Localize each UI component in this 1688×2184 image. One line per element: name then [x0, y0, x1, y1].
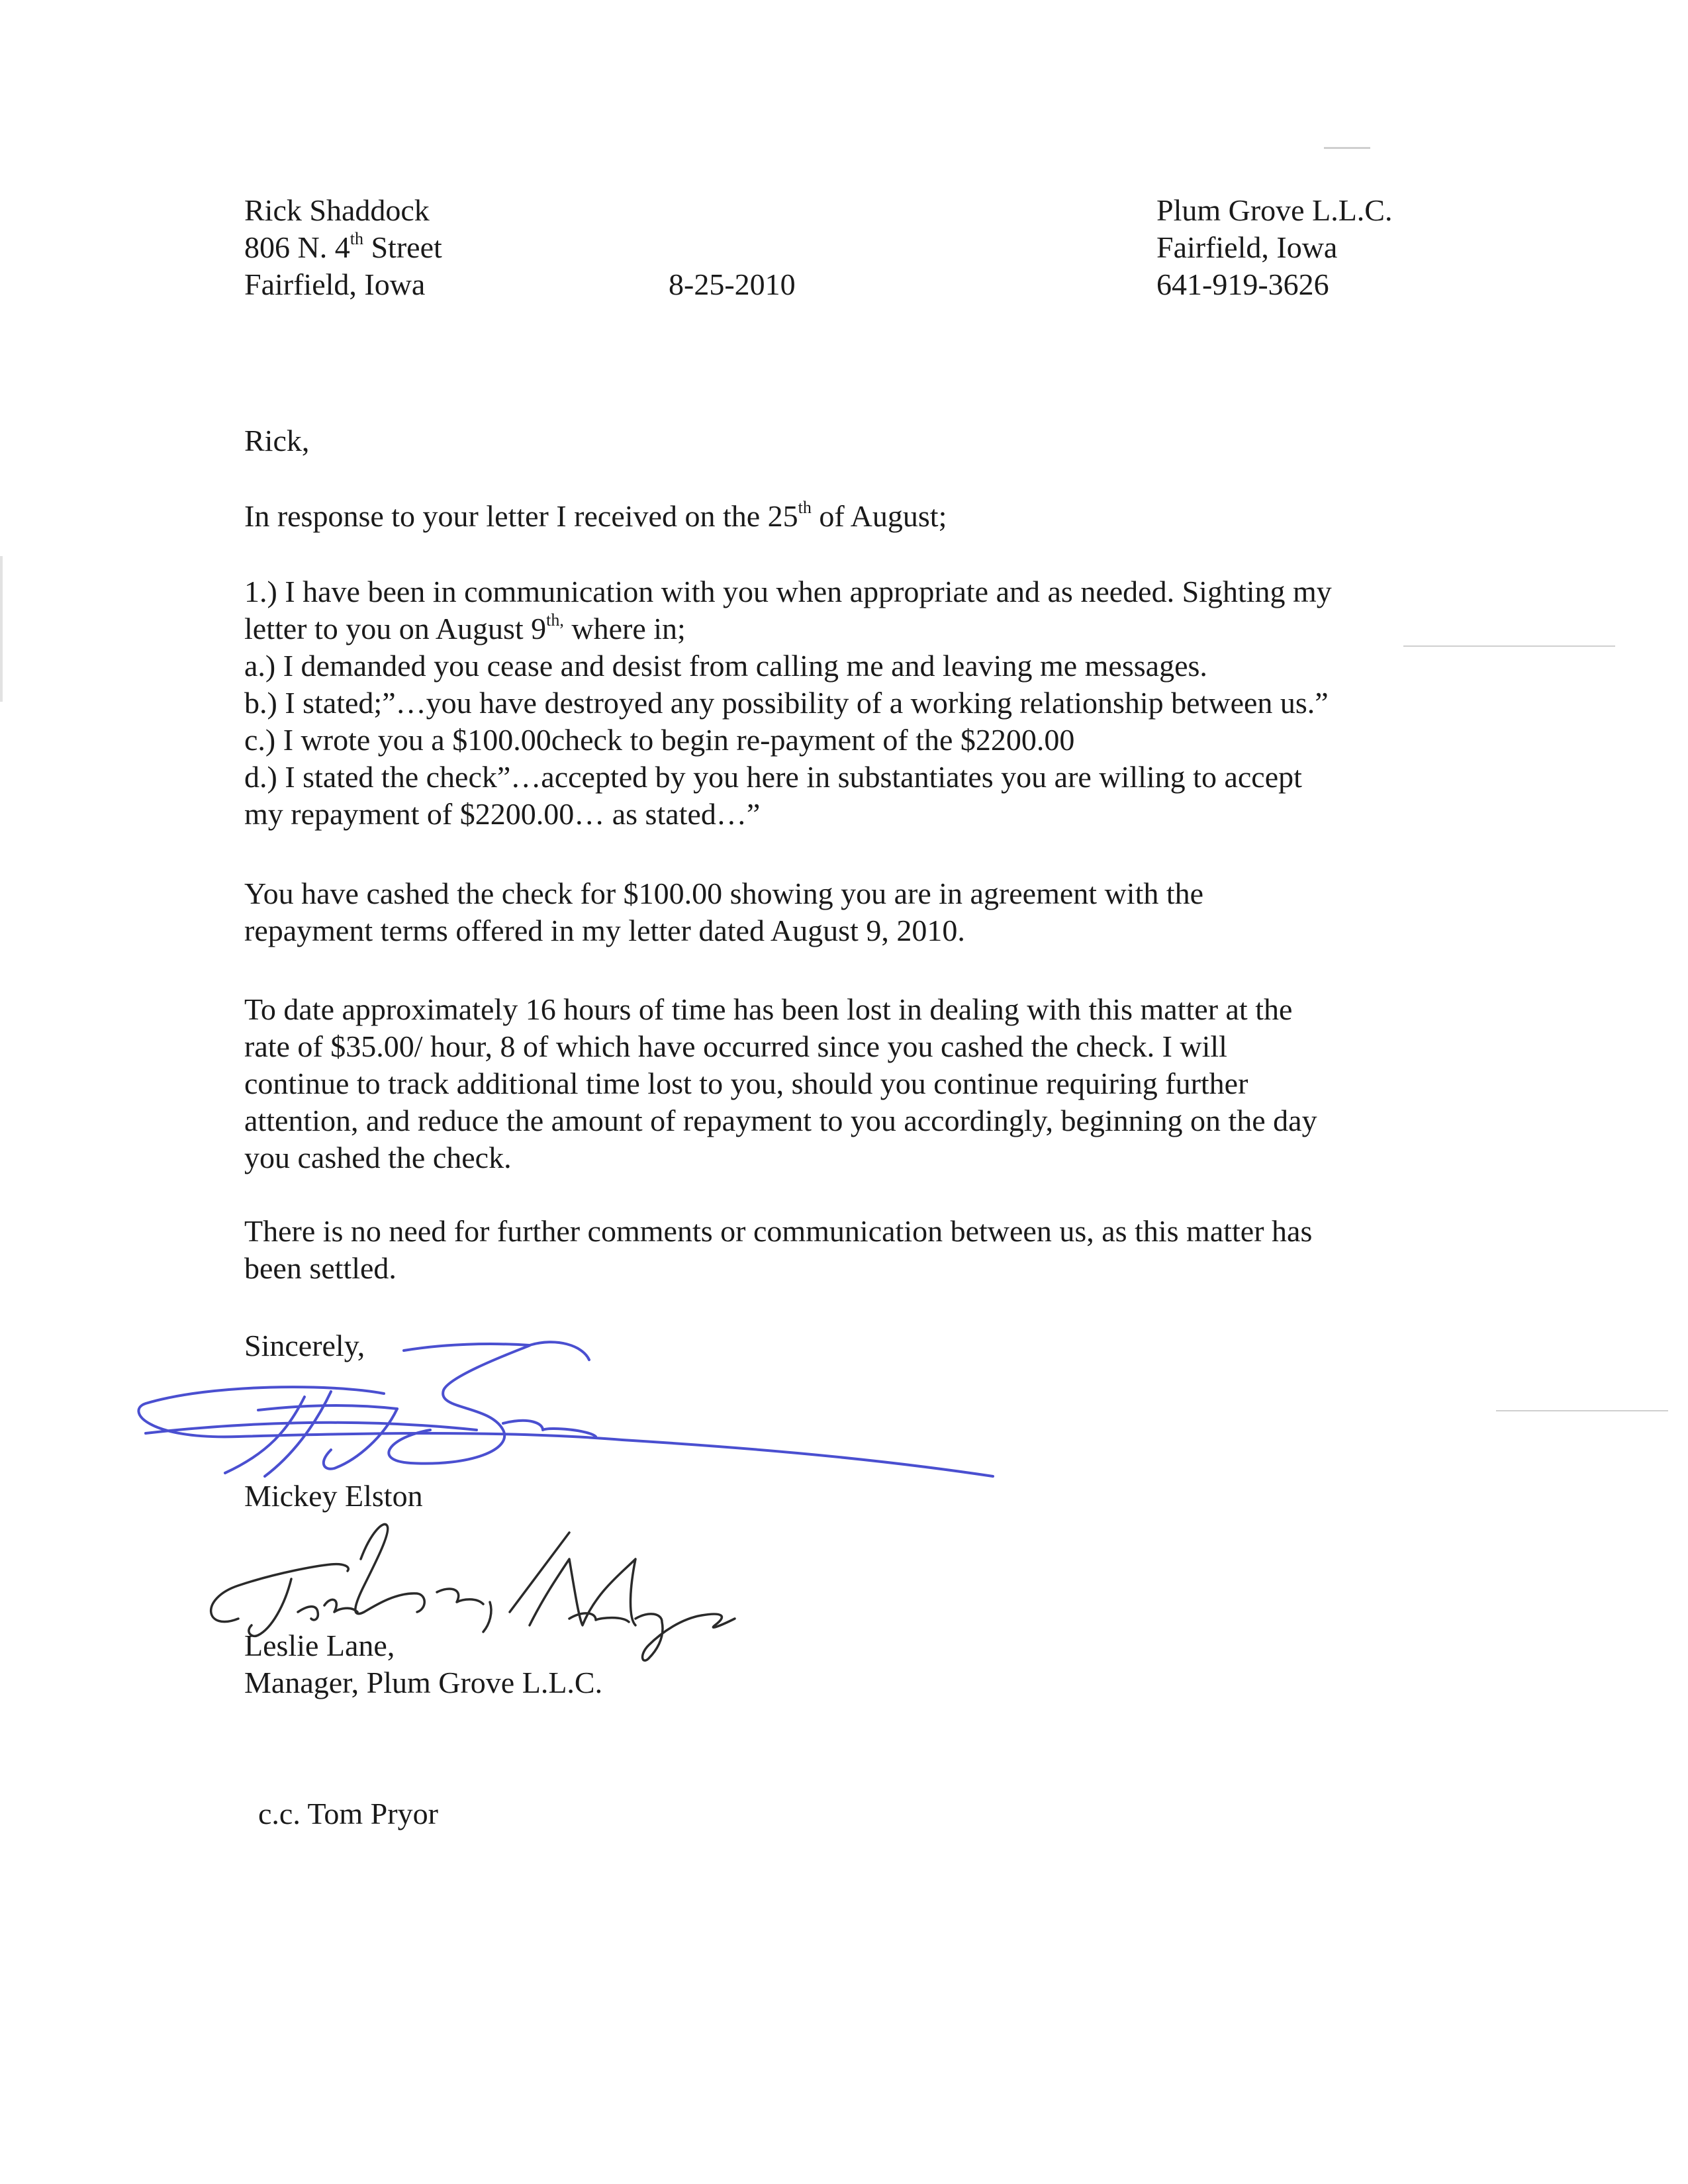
- point-1-line-2: letter to you on August $9^{th,}$ where in;: [244, 610, 686, 645]
- paragraph-time-lost: [244, 991, 1502, 1176]
- paragraph-cashed-line-2: repayment terms offered in my letter dated August 9, 2010.: [244, 914, 965, 947]
- signer-1-name: Mickey Elston: [244, 1479, 423, 1513]
- paragraph-time-line-3: continue to track additional time lost to you, should you continue requiring further: [244, 1067, 1248, 1100]
- paragraph-settled-line-1: There is no need for further comments or communication between us, as this matter has: [244, 1214, 1313, 1248]
- sender-city: Fairfield, Iowa: [244, 267, 426, 301]
- paragraph-time-line-2: rate of $35.00/ hour, 8 of which have occurred since you cashed the check. I will: [244, 1029, 1227, 1063]
- point-1-item-c: c.) I wrote you a $100.00check to begin re-payment of the $2200.00: [244, 723, 1075, 757]
- point-1-line-1: 1.) I have been in communication with you when appropriate and as needed. Sighting my: [244, 575, 1332, 608]
- paragraph-settled-line-2: been settled.: [244, 1251, 397, 1285]
- paragraph-time-line-4: attention, and reduce the amount of repayment to you accordingly, beginning on the day: [244, 1104, 1317, 1137]
- company-phone: 641-919-3626: [1156, 267, 1329, 301]
- point-1-item-a: a.) I demanded you cease and desist from calling me and leaving me messages.: [244, 649, 1207, 683]
- point-1-item-d-line-1: d.) I stated the check”…accepted by you here in substantiates you are willing to accept: [244, 760, 1302, 794]
- signer-2-name: Leslie Lane,: [244, 1629, 395, 1662]
- intro-line: In response to your letter I received on the 25th of August;: [244, 497, 947, 533]
- sender-street: 806 N. 4th Street: [244, 228, 442, 264]
- signature-mickey-elston: [132, 1331, 1059, 1490]
- scan-artifact: [1496, 1410, 1668, 1411]
- company-address-block: [1156, 192, 1392, 303]
- paragraph-cashed: [244, 875, 1502, 949]
- signer-2-block: [244, 1627, 602, 1701]
- point-1-item-d-line-2: my repayment of $2200.00… as stated…”: [244, 797, 761, 831]
- closing: Sincerely,: [244, 1329, 365, 1362]
- signer-2-title: Manager, Plum Grove L.L.C.: [244, 1666, 603, 1699]
- sender-address-block: [244, 192, 442, 303]
- paragraph-time-line-5: you cashed the check.: [244, 1141, 512, 1174]
- carbon-copy-line: c.c. Tom Pryor: [258, 1797, 438, 1830]
- point-1-block: [244, 573, 1502, 833]
- paragraph-settled: [244, 1213, 1502, 1287]
- scan-artifact: [1324, 147, 1370, 149]
- point-1-item-b: b.) I stated;”…you have destroyed any possibility of a working relationship between us.”: [244, 686, 1329, 720]
- paragraph-time-line-1: To date approximately 16 hours of time has been lost in dealing with this matter at the: [244, 992, 1293, 1026]
- company-city: Fairfield, Iowa: [1156, 230, 1338, 264]
- salutation: Rick,: [244, 424, 310, 457]
- sender-name: Rick Shaddock: [244, 193, 430, 227]
- scan-artifact: [0, 556, 3, 702]
- company-name: Plum Grove L.L.C.: [1156, 193, 1393, 227]
- letter-date: 8-25-2010: [669, 267, 796, 301]
- paragraph-cashed-line-1: You have cashed the check for $100.00 showing you are in agreement with the: [244, 877, 1204, 910]
